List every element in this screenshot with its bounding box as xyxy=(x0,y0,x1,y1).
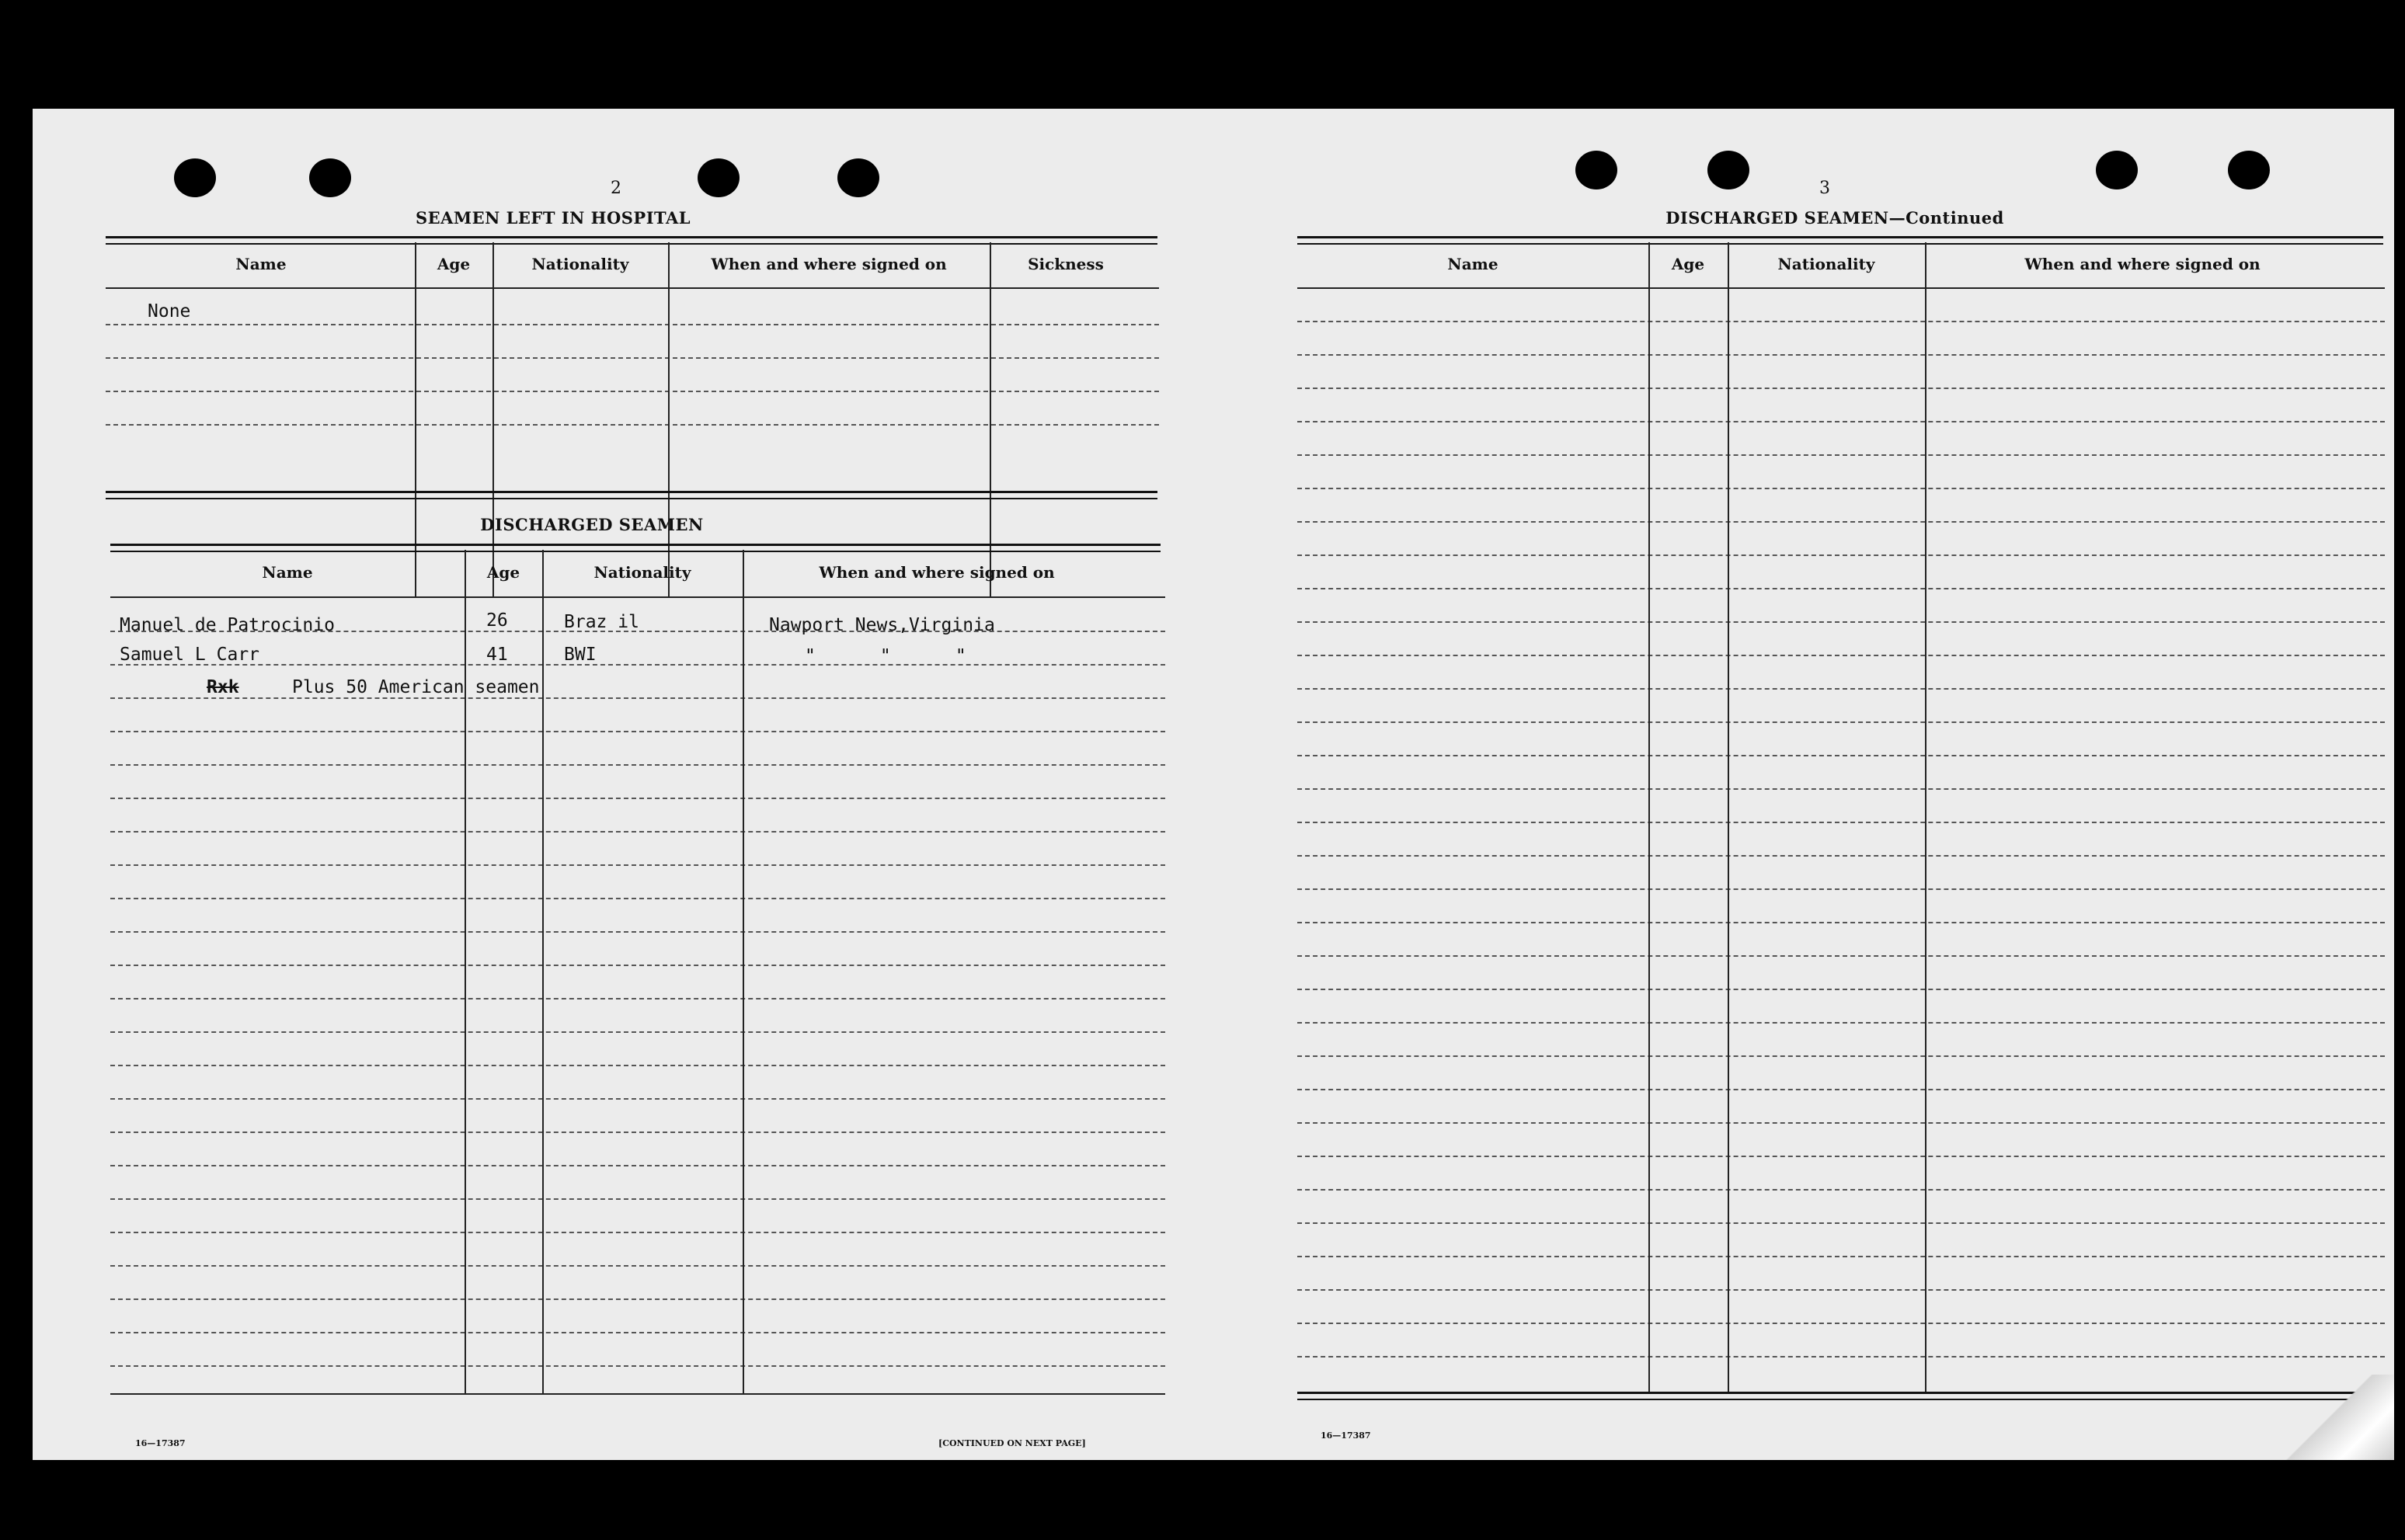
hospital-top-rule xyxy=(106,236,1157,245)
hospital-col-nationality: Nationality xyxy=(531,255,629,273)
row-line xyxy=(1297,1256,2385,1257)
row-line xyxy=(106,391,1159,392)
row-line xyxy=(110,1298,1165,1300)
row-line xyxy=(110,1332,1165,1333)
right-header-rule xyxy=(1297,287,2385,289)
form-number: 16—17387 xyxy=(1321,1430,1371,1441)
continued-note: [CONTINUED ON NEXT PAGE] xyxy=(938,1438,1086,1448)
row-line xyxy=(1297,621,2385,623)
row-line xyxy=(110,798,1165,799)
column-divider xyxy=(1728,242,1729,1392)
row-line xyxy=(1297,388,2385,389)
row-line xyxy=(1297,321,2385,322)
row-line xyxy=(1297,1022,2385,1024)
row-line xyxy=(1297,855,2385,857)
row-line xyxy=(110,1098,1165,1100)
row-line xyxy=(1297,554,2385,556)
row-line xyxy=(106,324,1159,325)
hospital-col-signed-on: When and where signed on xyxy=(711,255,947,273)
row-line xyxy=(1297,1055,2385,1057)
row-line xyxy=(1297,1156,2385,1157)
seaman-1-nationality: Braz il xyxy=(564,612,639,632)
discharged-col-name: Name xyxy=(262,563,313,582)
row-line xyxy=(110,898,1165,899)
seaman-2-name: Samuel L Carr xyxy=(120,645,260,665)
row-line xyxy=(1297,1089,2385,1090)
column-divider xyxy=(743,550,744,1393)
seaman-2-nationality: BWI xyxy=(564,645,597,665)
row-line xyxy=(110,965,1165,966)
discharged-col-age: Age xyxy=(486,563,520,582)
seaman-1-signed-on: Nawport News,Virginia xyxy=(769,615,995,635)
discharged-top-rule xyxy=(110,544,1161,552)
row-line xyxy=(1297,755,2385,756)
page-number: 3 xyxy=(1819,179,1830,198)
punch-hole xyxy=(698,158,740,197)
column-divider xyxy=(465,550,466,1393)
punch-hole xyxy=(1707,151,1749,189)
right-top-rule xyxy=(1297,236,2383,245)
seaman-2-age: 41 xyxy=(486,645,508,665)
document-sheet xyxy=(33,109,2394,1460)
row-line xyxy=(1297,521,2385,523)
hospital-header-rule xyxy=(106,287,1159,289)
punch-hole xyxy=(2228,151,2270,189)
right-page xyxy=(1213,109,2394,1460)
hospital-col-name: Name xyxy=(235,255,287,273)
row-line xyxy=(1297,454,2385,456)
row-line xyxy=(110,864,1165,866)
row-line xyxy=(1297,1356,2385,1357)
row-line xyxy=(1297,1122,2385,1124)
discharged-col-signed-on: When and where signed on xyxy=(819,563,1055,582)
hospital-col-age: Age xyxy=(437,255,471,273)
row-line xyxy=(110,1198,1165,1200)
row-line xyxy=(1297,721,2385,723)
right-col-name: Name xyxy=(1447,255,1498,273)
form-number: 16—17387 xyxy=(135,1438,186,1448)
discharged-bottom-rule xyxy=(110,1393,1165,1395)
right-col-age: Age xyxy=(1671,255,1705,273)
row-line xyxy=(1297,488,2385,489)
row-line xyxy=(1297,688,2385,690)
row-line xyxy=(1297,1189,2385,1191)
row-line xyxy=(110,998,1165,999)
row-line xyxy=(1297,1323,2385,1324)
row-line xyxy=(110,697,1165,699)
row-line xyxy=(1297,655,2385,656)
punch-hole xyxy=(2096,151,2138,189)
hospital-bottom-rule xyxy=(106,491,1157,499)
row-line xyxy=(110,1165,1165,1166)
row-line xyxy=(110,831,1165,833)
row-line xyxy=(1297,421,2385,422)
row-line xyxy=(110,1065,1165,1066)
struck-out-text: Rxk xyxy=(207,677,239,697)
row-line xyxy=(110,931,1165,933)
row-line xyxy=(106,424,1159,426)
hospital-entry: None xyxy=(148,301,191,322)
row-line xyxy=(110,764,1165,766)
column-divider xyxy=(1925,242,1926,1392)
column-divider xyxy=(542,550,544,1393)
punch-hole xyxy=(309,158,351,197)
row-line xyxy=(110,1132,1165,1133)
punch-hole xyxy=(837,158,879,197)
continued-section-title: DISCHARGED SEAMEN—Continued xyxy=(1665,208,2004,228)
row-line xyxy=(1297,354,2385,356)
row-line xyxy=(1297,588,2385,589)
american-seamen-note: Plus 50 American seamen xyxy=(292,677,540,697)
page-curl xyxy=(2262,1375,2394,1460)
hospital-col-sickness: Sickness xyxy=(1028,255,1104,273)
row-line xyxy=(1297,788,2385,790)
row-line xyxy=(110,1265,1165,1267)
seaman-1-age: 26 xyxy=(486,610,508,631)
discharged-col-nationality: Nationality xyxy=(593,563,691,582)
right-bottom-rule xyxy=(1297,1392,2383,1400)
row-line xyxy=(110,664,1165,666)
page-number: 2 xyxy=(611,179,621,198)
row-line xyxy=(1297,822,2385,823)
row-line xyxy=(1297,989,2385,990)
row-line xyxy=(110,1031,1165,1033)
right-col-signed-on: When and where signed on xyxy=(2024,255,2261,273)
discharged-section-title: DISCHARGED SEAMEN xyxy=(480,515,704,534)
row-line xyxy=(1297,955,2385,957)
left-page xyxy=(33,109,1213,1460)
row-line xyxy=(1297,922,2385,923)
punch-hole xyxy=(174,158,216,197)
discharged-header-rule xyxy=(110,596,1165,598)
row-line xyxy=(110,1365,1165,1367)
seaman-2-signed-on: " " " xyxy=(805,646,966,666)
seaman-1-name: Manuel de Patrocinio xyxy=(120,615,335,635)
row-line xyxy=(1297,1289,2385,1291)
row-line xyxy=(1297,888,2385,890)
right-col-nationality: Nationality xyxy=(1777,255,1875,273)
hospital-section-title: SEAMEN LEFT IN HOSPITAL xyxy=(415,208,691,228)
column-divider xyxy=(1648,242,1650,1392)
row-line xyxy=(110,1232,1165,1233)
row-line xyxy=(110,731,1165,732)
punch-hole xyxy=(1575,151,1617,189)
row-line xyxy=(106,357,1159,359)
row-line xyxy=(1297,1222,2385,1224)
